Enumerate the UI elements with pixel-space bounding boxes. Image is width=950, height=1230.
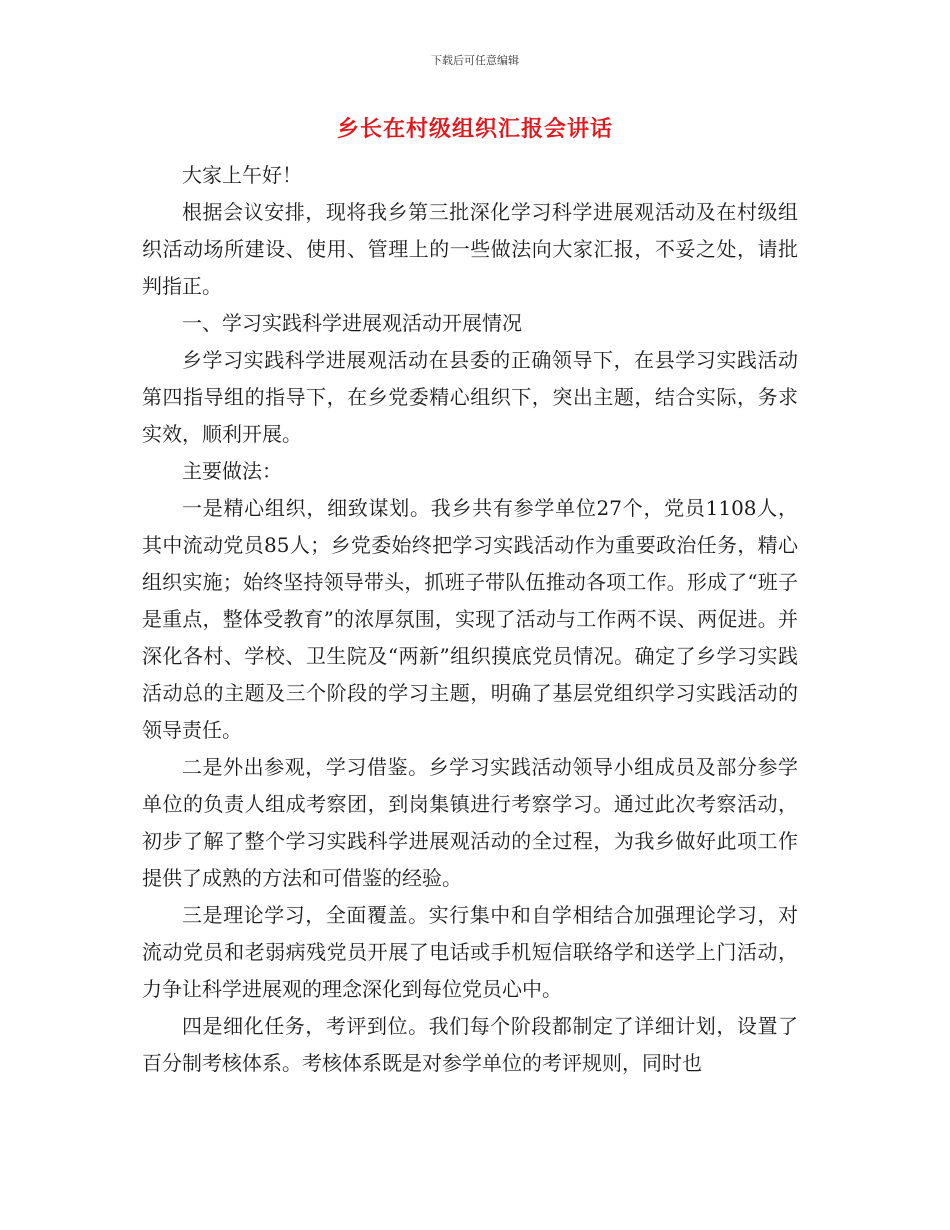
document-body (142, 157, 798, 1082)
paragraph-method-2: 二是外出参观，学习借鉴。乡学习实践活动领导小组成员及部分参学单位的负责人组成考察团，到岗集镇进行考察学习。通过此次考察活动，初步了解了整个学习实践科学进展观活动的全过程，为我乡做好此项工作提供了成熟的方法和可借鉴的经验。 (142, 755, 798, 890)
paragraph-intro: 根据会议安排，现将我乡第三批深化学习科学进展观活动及在村级组织活动场所建设、使用、管理上的一些做法向大家汇报，不妥之处，请批判指正。 (142, 200, 798, 298)
paragraph-overview: 乡学习实践科学进展观活动在县委的正确领导下，在县学习实践活动第四指导组的指导下，在乡党委精心组织下，突出主题，结合实际，务求实效，顺利开展。 (142, 348, 798, 446)
paragraph-greeting: 大家上午好！ (182, 163, 302, 187)
header-note: 下载后可任意编辑 (431, 54, 519, 67)
paragraph-method-4: 四是细化任务，考评到位。我们每个阶段都制定了详细计划，设置了百分制考核体系。考核体系既是对参学单位的考评规则，同时也 (142, 1014, 798, 1075)
section-heading-1: 一、学习实践科学进展观活动开展情况 (182, 311, 522, 335)
paragraph-main-methods: 主要做法： (182, 459, 282, 483)
paragraph-method-3: 三是理论学习，全面覆盖。实行集中和自学相结合加强理论学习，对流动党员和老弱病残党员开展了电话或手机短信联络学和送学上门活动，力争让科学进展观的理念深化到每位党员心中。 (142, 903, 798, 1001)
document-title: 乡长在村级组织汇报会讲话 (336, 116, 613, 142)
paragraph-method-1: 一是精心组织，细致谋划。我乡共有参学单位27个，党员1108人，其中流动党员85人；乡党委始终把学习实践活动作为重要政治任务，精心组织实施；始终坚持领导带头，抓班子带队伍推动各项工作。形成了“班子是重点，整体受教育”的浓厚氛围，实现了活动与工作两不误、两促进。并深化各村、学校、卫生院及“两新”组织摸底党员情况。确定了乡学习实践活动总的主题及三个阶段的学习主题，明确了基层党组织学习实践活动的领导责任。 (142, 496, 798, 742)
